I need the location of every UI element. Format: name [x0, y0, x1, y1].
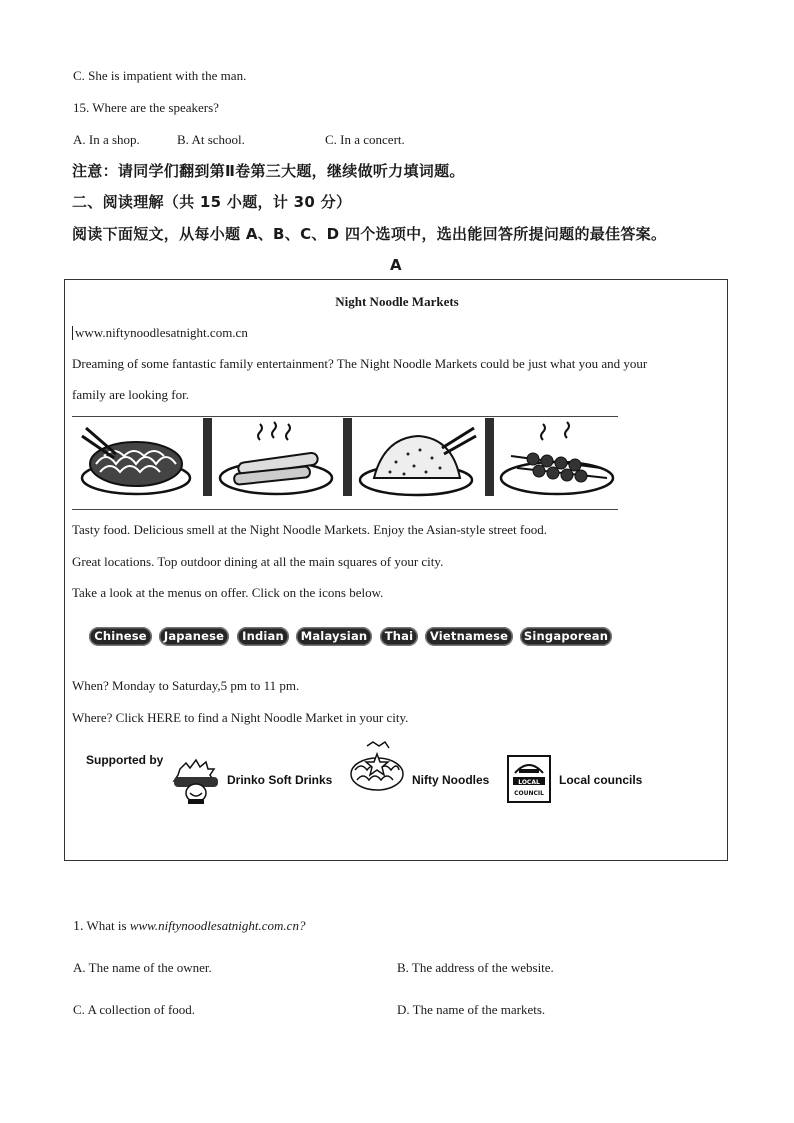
- listening-option-c: C. She is impatient with the man.: [73, 68, 247, 83]
- question-1: [73, 918, 305, 935]
- strip-divider: [343, 418, 352, 496]
- notice-text: 注意：请同学们翻到第Ⅱ卷第三大题，继续做听力填词题。: [72, 162, 465, 180]
- cuisine-button-chinese[interactable]: Chinese: [89, 627, 152, 646]
- skewers-plate-icon: [497, 420, 619, 500]
- question-15: 15. Where are the speakers?: [73, 100, 219, 115]
- rice-plate-icon: [356, 420, 480, 500]
- question-1-url: www.niftynoodlesatnight.com.cn?: [129, 918, 306, 933]
- q1-option-c: C. A collection of food.: [73, 1002, 196, 1017]
- question-1-stem: What is: [86, 918, 130, 933]
- cuisine-button-singaporean[interactable]: Singaporean: [520, 627, 612, 646]
- ad-url: www.niftynoodlesatnight.com.cn: [75, 325, 248, 340]
- q1-option-d: D. The name of the markets.: [397, 1002, 546, 1017]
- q1-option-a: A. The name of the owner.: [73, 960, 212, 975]
- noodles-plate-icon: [76, 420, 198, 500]
- q15-option-b: B. At school.: [177, 132, 245, 147]
- section-heading: 二、阅读理解（共 15 小题，计 30 分）: [72, 193, 352, 211]
- sponsor-nifty-noodles: Nifty Noodles: [412, 773, 490, 787]
- reading-instruction: 阅读下面短文，从每小题 A、B、C、D 四个选项中，选出能回答所提问题的最佳答案。: [72, 225, 667, 243]
- q1-option-b: B. The address of the website.: [397, 960, 554, 975]
- nifty-noodles-logo-icon: [347, 740, 409, 802]
- ad-food-line: Tasty food. Delicious smell at the Night Noodle Markets. Enjoy the Asian-style street food.: [72, 522, 547, 537]
- ad-locations-line: Great locations. Top outdoor dining at all the main squares of your city.: [72, 554, 444, 569]
- supported-by-label: Supported by: [86, 753, 164, 767]
- cuisine-button-malaysian[interactable]: Malaysian: [296, 627, 372, 646]
- question-1-number: 1.: [73, 919, 84, 934]
- local-council-logo-icon: [507, 755, 551, 803]
- cuisine-button-thai[interactable]: Thai: [380, 627, 418, 646]
- spring-rolls-plate-icon: [216, 420, 338, 500]
- ad-menus-line: Take a look at the menus on offer. Click on the icons below.: [72, 585, 384, 600]
- strip-divider: [485, 418, 494, 496]
- svg-text:COUNCIL: COUNCIL: [514, 790, 544, 797]
- sponsor-local-councils: Local councils: [559, 773, 643, 787]
- q15-option-c: C. In a concert.: [325, 132, 405, 147]
- svg-text:LOCAL: LOCAL: [518, 779, 540, 786]
- passage-letter: A: [390, 256, 402, 274]
- sponsor-drinko: Drinko Soft Drinks: [227, 773, 333, 787]
- strip-divider: [203, 418, 212, 496]
- q15-option-a: A. In a shop.: [73, 132, 140, 147]
- cuisine-button-japanese[interactable]: Japanese: [159, 627, 229, 646]
- cuisine-button-vietnamese[interactable]: Vietnamese: [425, 627, 513, 646]
- cuisine-button-indian[interactable]: Indian: [237, 627, 289, 646]
- ad-title: Night Noodle Markets: [335, 294, 459, 309]
- ad-where: Where? Click HERE to find a Night Noodle Market in your city.: [72, 710, 409, 725]
- ad-intro-line2: family are looking for.: [72, 387, 189, 402]
- ad-intro-line1: Dreaming of some fantastic family entertainment? The Night Noodle Markets could be just what you and your: [72, 356, 648, 371]
- drinko-logo-icon: [170, 755, 222, 805]
- url-separator: [72, 326, 73, 340]
- ad-when: When? Monday to Saturday,5 pm to 11 pm.: [72, 678, 300, 693]
